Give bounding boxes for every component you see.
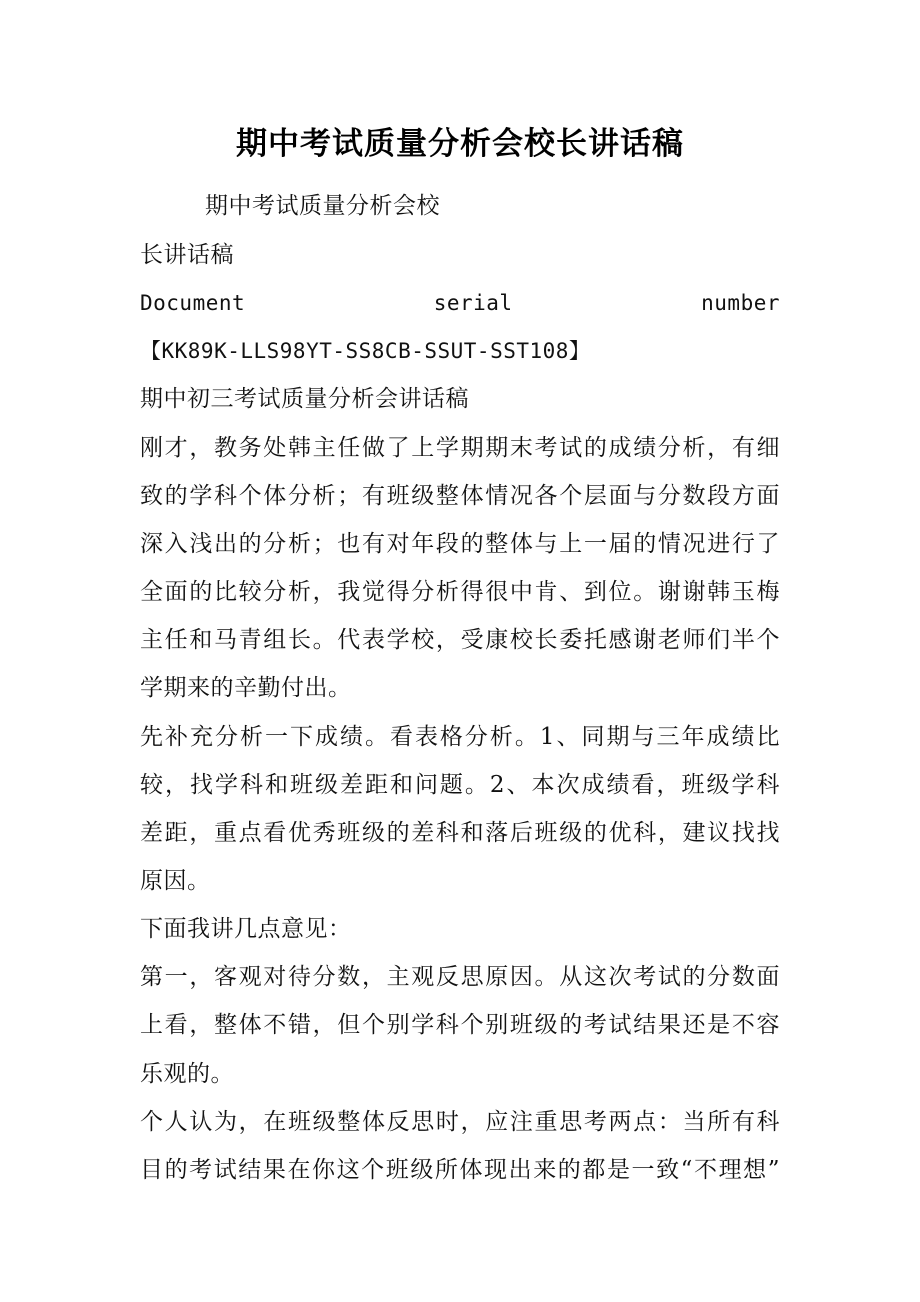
paragraph-line: 差距，重点看优秀班级的差科和落后班级的优科，建议找找 [140,820,780,846]
paragraph-line: 个人认为，在班级整体反思时，应注重思考两点：当所有科 [140,1109,780,1135]
paragraph-line: 深入浅出的分析；也有对年段的整体与上一届的情况进行了 [140,531,780,557]
paragraph-line: 期中初三考试质量分析会讲话稿 [140,386,469,412]
paragraph-line: 上看，整体不错，但个别学科个别班级的考试结果还是不容 [140,1012,780,1038]
paragraph-line: 原因。 [140,868,211,894]
serial-label-row [140,287,780,319]
paragraph-line: 乐观的。 [140,1061,234,1087]
serial-word-number: number [701,291,780,315]
paragraph-line: 先补充分析一下成绩。看表格分析。1、同期与三年成绩比 [140,724,780,750]
paragraph-line: 目的考试结果在你这个班级所体现出来的都是一致“不理想” [140,1157,780,1183]
serial-code: 【KK89K-LLS98YT-SS8CB-SSUT-SST108】 [140,339,591,363]
paragraph-line: 全面的比较分析，我觉得分析得很中肯、到位。谢谢韩玉梅 [140,579,780,605]
subtitle-line-2: 长讲话稿 [140,242,234,268]
paragraph-line: 下面我讲几点意见： [140,916,352,942]
paragraph-line: 致的学科个体分析；有班级整体情况各个层面与分数段方面 [140,483,780,509]
document-title: 期中考试质量分析会校长讲话稿 [236,126,684,162]
serial-word-serial: serial [433,291,513,315]
paragraph-line: 主任和马青组长。代表学校，受康校长委托感谢老师们半个 [140,627,780,653]
paragraph-line: 学期来的辛勤付出。 [140,675,352,701]
paragraph-line: 较，找学科和班级差距和问题。2、本次成绩看，班级学科 [140,772,780,798]
subtitle-line-1: 期中考试质量分析会校 [205,193,440,219]
serial-word-document: Document [140,291,246,315]
paragraph-line: 第一，客观对待分数，主观反思原因。从这次考试的分数面 [140,964,780,990]
paragraph-line: 刚才，教务处韩主任做了上学期期末考试的成绩分析，有细 [140,435,780,461]
